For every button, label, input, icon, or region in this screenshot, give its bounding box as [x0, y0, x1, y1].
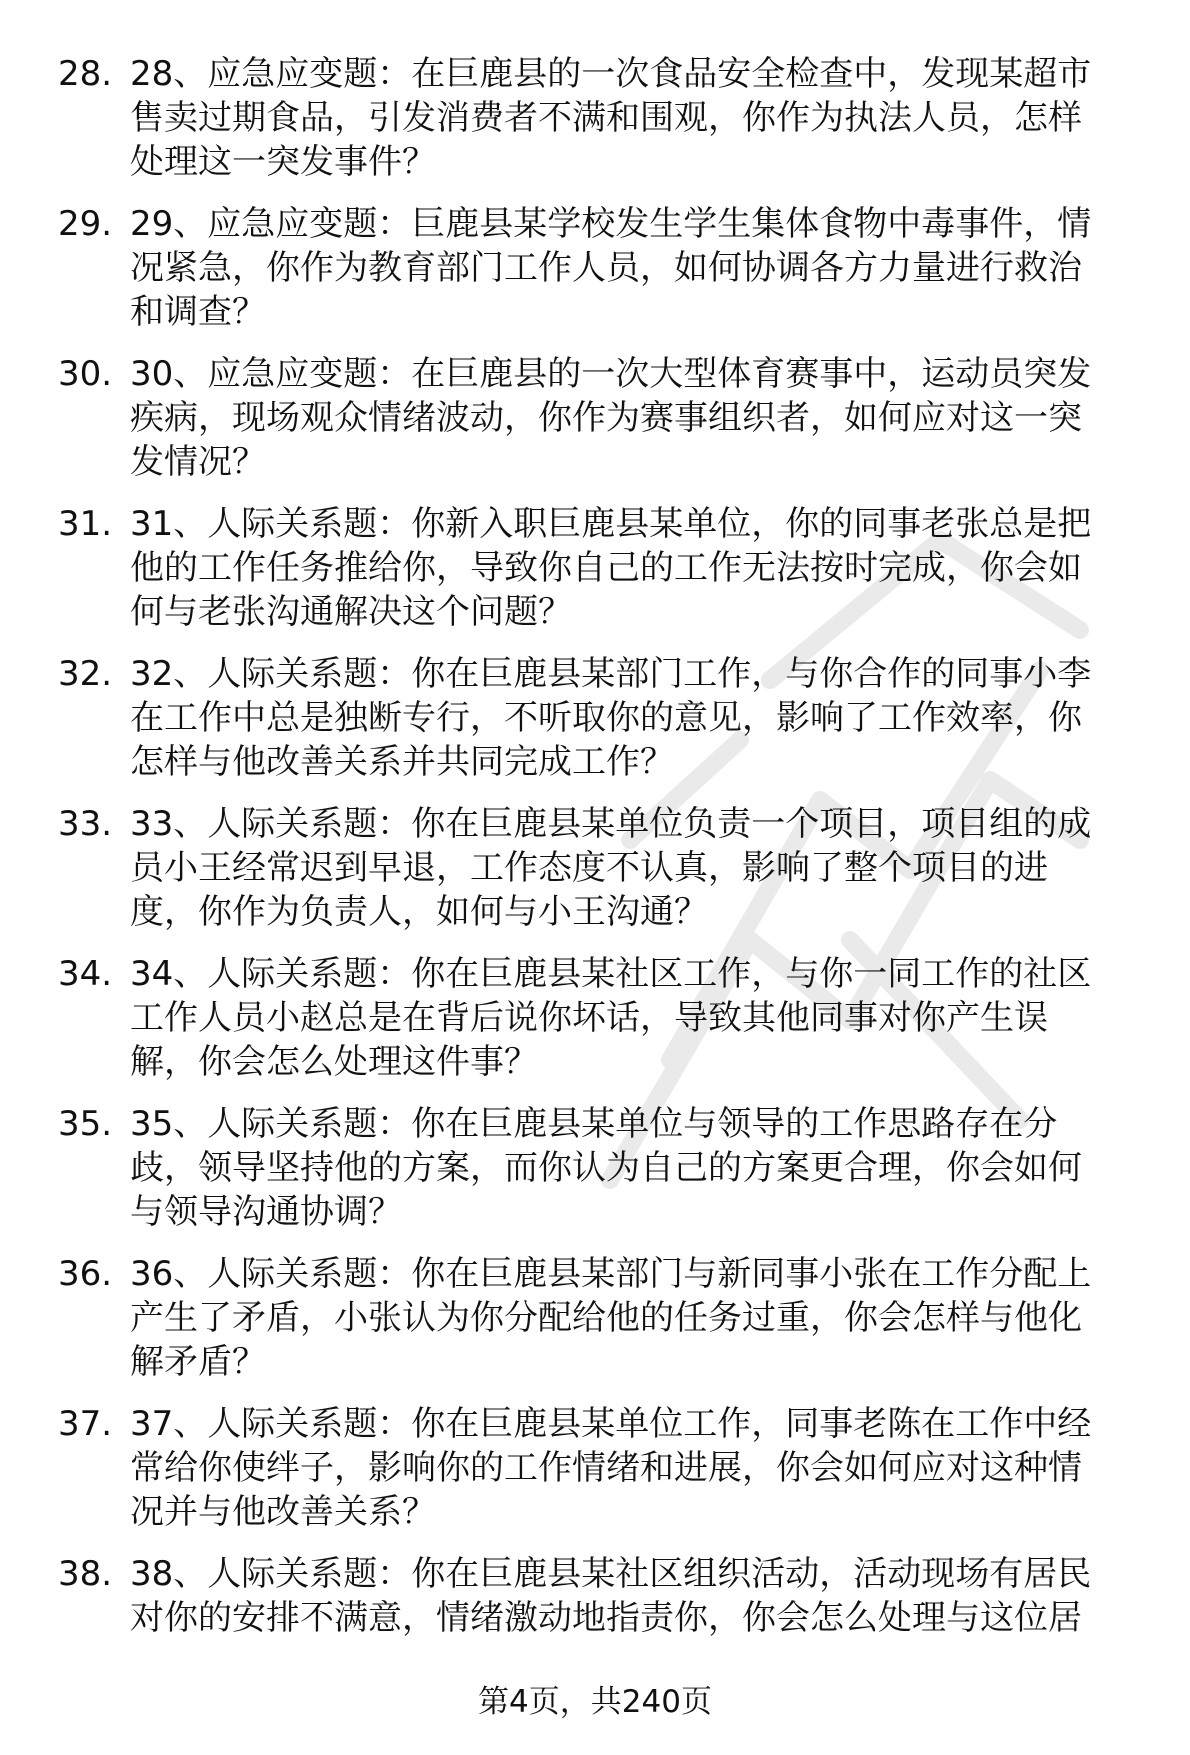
list-item [0, 202, 1190, 334]
question-number: 30. [58, 354, 113, 394]
question-number: 37. [58, 1404, 113, 1444]
question-text: 32、人际关系题：你在巨鹿县某部门工作，与你合作的同事小李 在工作中总是独断专行，不听取你的意见，影响了工作效率，你 怎样与他改善关系并共同完成工作？ [130, 654, 1092, 782]
list-item [0, 802, 1190, 934]
list-item [0, 1252, 1190, 1384]
question-number: 34. [58, 954, 113, 994]
list-item [0, 652, 1190, 784]
question-text: 35、人际关系题：你在巨鹿县某单位与领导的工作思路存在分 歧，领导坚持他的方案，而你认为自己的方案更合理，你会如何 与领导沟通协调？ [130, 1104, 1082, 1232]
list-item [0, 1402, 1190, 1534]
list-item [0, 1102, 1190, 1234]
question-text: 29、应急应变题：巨鹿县某学校发生学生集体食物中毒事件，情 况紧急，你作为教育部门工作人员，如何协调各方力量进行救治 和调查？ [130, 204, 1092, 332]
question-number: 36. [58, 1254, 113, 1294]
question-text: 34、人际关系题：你在巨鹿县某社区工作，与你一同工作的社区 工作人员小赵总是在背后说你坏话，导致其他同事对你产生误 解，你会怎么处理这件事？ [130, 954, 1092, 1082]
list-item [0, 52, 1190, 184]
question-text: 36、人际关系题：你在巨鹿县某部门与新同事小张在工作分配上 产生了矛盾，小张认为你分配给他的任务过重，你会怎样与他化 解矛盾？ [130, 1254, 1092, 1382]
list-item [0, 352, 1190, 484]
question-text: 28、应急应变题：在巨鹿县的一次食品安全检查中，发现某超市 售卖过期食品，引发消费者不满和围观，你作为执法人员，怎样 处理这一突发事件？ [130, 54, 1092, 182]
question-text: 37、人际关系题：你在巨鹿县某单位工作，同事老陈在工作中经 常给你使绊子，影响你的工作情绪和进展，你会如何应对这种情 况并与他改善关系？ [130, 1404, 1092, 1532]
question-text: 30、应急应变题：在巨鹿县的一次大型体育赛事中，运动员突发 疾病，现场观众情绪波动，你作为赛事组织者，如何应对这一突 发情况？ [130, 354, 1092, 482]
list-item [0, 952, 1190, 1084]
question-text: 38、人际关系题：你在巨鹿县某社区组织活动，活动现场有居民 对你的安排不满意，情绪激动地指责你，你会怎么处理与这位居 [130, 1554, 1092, 1638]
question-number: 31. [58, 504, 113, 544]
question-text: 33、人际关系题：你在巨鹿县某单位负责一个项目，项目组的成 员小王经常迟到早退，工作态度不认真，影响了整个项目的进 度，你作为负责人，如何与小王沟通？ [130, 804, 1092, 932]
question-number: 35. [58, 1104, 113, 1144]
question-number: 29. [58, 204, 113, 244]
question-text: 31、人际关系题：你新入职巨鹿县某单位，你的同事老张总是把 他的工作任务推给你，导致你自己的工作无法按时完成，你会如 何与老张沟通解决这个问题？ [130, 504, 1092, 632]
question-number: 32. [58, 654, 113, 694]
list-item [0, 1552, 1190, 1640]
question-number: 38. [58, 1554, 113, 1594]
list-item [0, 502, 1190, 634]
page-footer: 第4页，共240页 [478, 1684, 712, 1720]
question-number: 28. [58, 54, 113, 94]
question-number: 33. [58, 804, 113, 844]
question-list [0, 52, 1190, 1658]
